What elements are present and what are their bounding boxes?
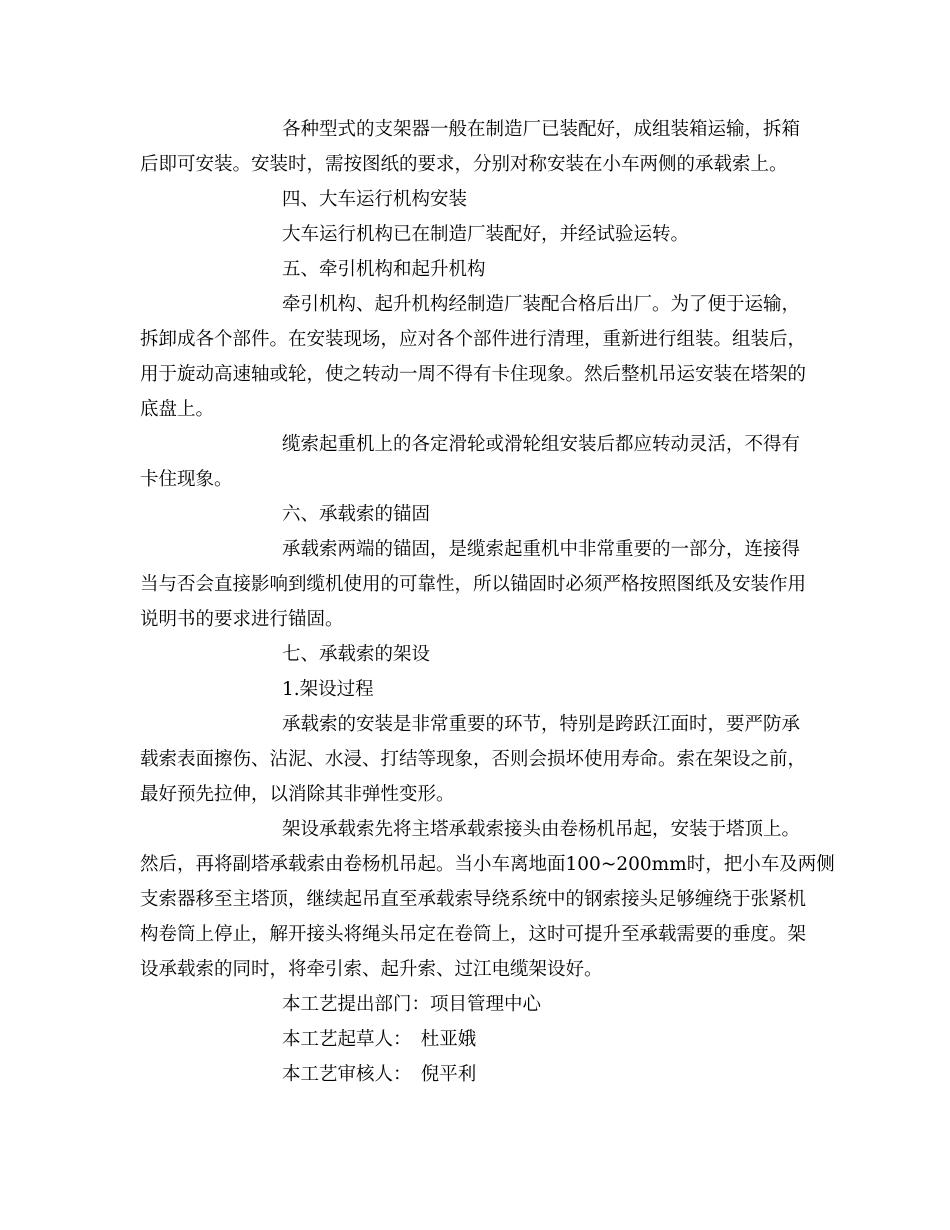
paragraph-line: 然后，再将副塔承载索由卷杨机吊起。当小车离地面100~200mm时，把小车及两侧 (140, 854, 835, 875)
paragraph-line: 缆索起重机上的各定滑轮或滑轮组安装后都应转动灵活，不得有 (282, 434, 801, 455)
paragraph-line: 支索器移至主塔顶，继续起吊直至承载索导绕系统中的钢索接头足够缠绕于张紧机 (140, 889, 807, 910)
paragraph-line: 构卷筒上停止，解开接头将绳头吊定在卷筒上，这时可提升至承载需要的垂度。架 (140, 924, 807, 945)
subsection-heading: 1.架设过程 (282, 679, 374, 700)
section-heading: 七、承载索的架设 (282, 644, 431, 665)
paragraph-line: 载索表面擦伤、沾泥、水浸、打结等现象，否则会损坏使用寿命。索在架设之前， (140, 749, 807, 770)
paragraph-line: 承载索两端的锚固，是缆索起重机中非常重要的一部分，连接得 (282, 539, 801, 560)
paragraph-line: 各种型式的支架器一般在制造厂已装配好，成组装箱运输，拆箱 (282, 119, 801, 140)
paragraph-line: 拆卸成各个部件。在安装现场，应对各个部件进行清理，重新进行组装。组装后， (140, 329, 807, 350)
signoff-reviewer: 本工艺审核人： 倪平利 (282, 1064, 477, 1085)
paragraph-line: 设承载索的同时，将牵引索、起升索、过江电缆架设好。 (140, 959, 603, 980)
paragraph-line: 大车运行机构已在制造厂装配好，并经试验运转。 (282, 224, 690, 245)
paragraph-line: 牵引机构、起升机构经制造厂装配合格后出厂。为了便于运输， (282, 294, 801, 315)
paragraph-line: 底盘上。 (140, 399, 215, 420)
paragraph-line: 承载索的安装是非常重要的环节，特别是跨跃江面时，要严防承 (282, 714, 801, 735)
paragraph-line: 用于旋动高速轴或轮，使之转动一周不得有卡住现象。然后整机吊运安装在塔架的 (140, 364, 807, 385)
paragraph-line: 后即可安装。安装时，需按图纸的要求，分别对称安装在小车两侧的承载索上。 (140, 154, 788, 175)
section-heading: 六、承载索的锚固 (282, 504, 431, 525)
paragraph-line: 架设承载索先将主塔承载索接头由卷杨机吊起，安装于塔顶上。 (282, 819, 801, 840)
paragraph-line: 当与否会直接影响到缆机使用的可靠性，所以锚固时必须严格按照图纸及安装作用 (140, 574, 807, 595)
section-heading: 四、大车运行机构安装 (282, 189, 468, 210)
paragraph-line: 说明书的要求进行锚固。 (140, 609, 344, 630)
signoff-drafter: 本工艺起草人： 杜亚娥 (282, 1029, 477, 1050)
section-heading: 五、牵引机构和起升机构 (282, 259, 486, 280)
paragraph-line: 最好预先拉伸，以消除其非弹性变形。 (140, 784, 455, 805)
signoff-department: 本工艺提出部门：项目管理中心 (282, 994, 542, 1015)
paragraph-line: 卡住现象。 (140, 469, 233, 490)
